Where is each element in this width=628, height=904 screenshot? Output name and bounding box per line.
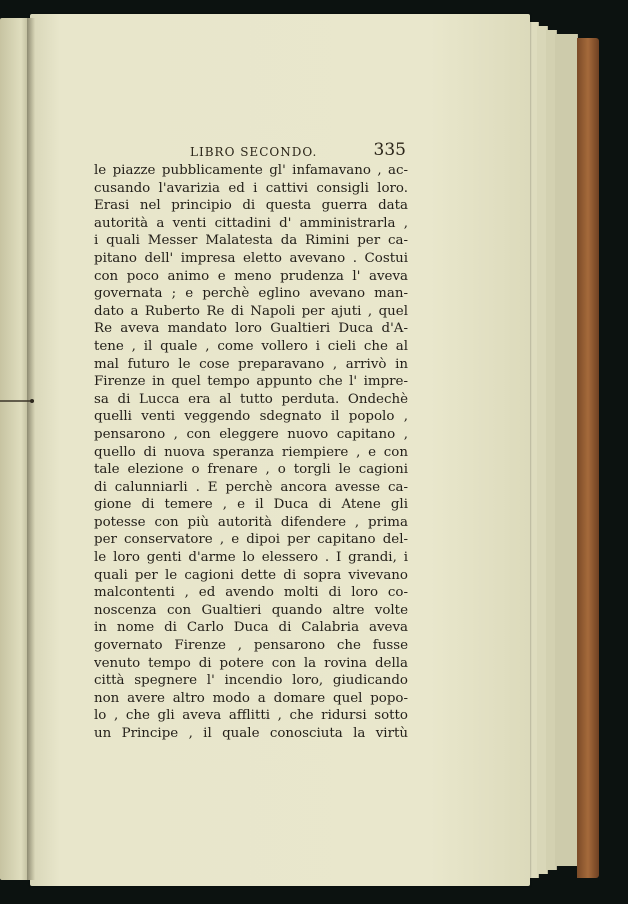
page-header (190, 140, 406, 162)
text-line: governato Firenze , pensarono che fusse (94, 638, 408, 654)
text-line: tene , il quale , come vollero i cieli che al (94, 338, 408, 354)
text-line: quelli venti veggendo sdegnato il popolo , (94, 409, 408, 425)
text-line: venuto tempo di potere con la rovina della (94, 655, 408, 671)
text-line: non avere altro modo a domare quel popo- (94, 690, 408, 706)
page-edge-stack (555, 34, 578, 866)
text-line: con poco animo e meno prudenza l' aveva (94, 268, 408, 284)
book-cover-edge (577, 38, 599, 878)
text-line: le piazze pubblicamente gl' infamavano , ac- (94, 163, 408, 178)
running-head: LIBRO SECONDO. (190, 145, 318, 159)
book-page (30, 14, 530, 886)
text-line: pitano dell' impresa eletto avevano . Costui (94, 250, 408, 266)
text-line: di calunniarli . E perchè ancora avesse ca- (94, 479, 408, 495)
text-line: pensarono , con eleggere nuovo capitano , (94, 426, 408, 442)
text-line: noscenza con Gualtieri quando altre volte (94, 602, 408, 618)
text-line: le loro genti d'arme lo elessero . I grandi, i (94, 550, 408, 566)
text-line: sa di Lucca era al tutto perduta. Ondechè (94, 391, 408, 407)
text-line: lo , che gli aveva afflitti , che ridursi sotto (94, 708, 408, 724)
page-number: 335 (373, 140, 406, 160)
text-line: Re aveva mandato loro Gualtieri Duca d'A- (94, 321, 408, 337)
text-line: dato a Ruberto Re di Napoli per ajuti , quel (94, 303, 408, 319)
binding-thread-mark (0, 398, 36, 404)
text-line: cusando l'avarizia ed i cattivi consigli loro. (94, 180, 408, 196)
text-line: per conservatore , e dipoi per capitano del- (94, 532, 408, 548)
text-line: i quali Messer Malatesta da Rimini per ca- (94, 233, 408, 249)
facing-page-edge (0, 18, 30, 880)
text-line: potesse con più autorità difendere , prima (94, 514, 408, 530)
text-line: gione di temere , e il Duca di Atene gli (94, 497, 408, 513)
body-text (94, 162, 408, 743)
text-line: governata ; e perchè eglino avevano man- (94, 286, 408, 302)
text-line: un Principe , il quale conosciuta la virtù (94, 726, 408, 741)
gutter-shadow (27, 18, 35, 880)
text-line: Firenze in quel tempo appunto che l' impre- (94, 374, 408, 390)
text-line: in nome di Carlo Duca di Calabria aveva (94, 620, 408, 636)
text-line: malcontenti , ed avendo molti di loro co- (94, 585, 408, 601)
text-line: Erasi nel principio di questa guerra data (94, 198, 408, 214)
text-line: quali per le cagioni dette di sopra vivevano (94, 567, 408, 583)
text-line: autorità a venti cittadini d' amministrarla , (94, 215, 408, 231)
text-line: mal futuro le cose preparavano , arrivò in (94, 356, 408, 372)
text-line: tale elezione o frenare , o torgli le cagioni (94, 462, 408, 478)
text-line: città spegnere l' incendio loro, giudicando (94, 673, 408, 689)
text-line: quello di nuova speranza riempiere , e con (94, 444, 408, 460)
